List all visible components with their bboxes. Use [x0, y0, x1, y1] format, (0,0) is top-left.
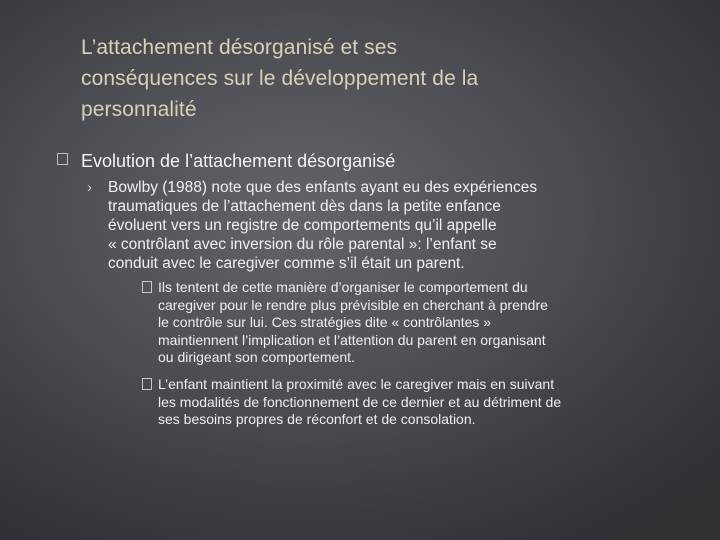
text-line: caregiver pour le rendre plus prévisible en cherchant à prendre [158, 296, 548, 313]
text-line: maintiennent l’implication et l’attention du parent en organisant [158, 331, 546, 348]
text-line: Bowlby (1988) note que des enfants ayant eu des expériences [108, 179, 538, 196]
square-bullet-icon [142, 378, 152, 390]
text-line: « contrôlant avec inversion du rôle parental »: l’enfant se [108, 236, 497, 253]
chevron-bullet-icon: › [87, 179, 92, 196]
bullet-level1-text: Evolution de l’attachement désorganisé [81, 151, 396, 171]
text-line: conduit avec le caregiver comme s’il était un parent. [108, 255, 465, 272]
bullet-level3-text [158, 376, 708, 429]
text-line: ou dirigeant son comportement. [158, 349, 355, 365]
text-line: les modalités de fonctionnement de ce dernier et au détriment de [158, 393, 562, 410]
square-bullet-icon [142, 281, 152, 293]
slide-title [81, 32, 681, 125]
text-line: ses besoins propres de réconfort et de consolation. [158, 411, 476, 427]
bullet-level3-text [158, 279, 708, 367]
text-line: évoluent vers un registre de comportements qu’il appelle [108, 217, 497, 234]
bullet-level2-text [108, 178, 688, 273]
square-bullet-icon [57, 153, 68, 165]
text-line: traumatiques de l’attachement dès dans la petite enfance [108, 198, 501, 215]
text-line: L’enfant maintient la proximité avec le caregiver mais en suivant [158, 376, 555, 392]
title-line: L’attachement désorganisé et ses [81, 36, 398, 59]
text-line: le contrôle sur lui. Ces stratégies dite « contrôlantes » [158, 314, 492, 330]
title-line: conséquences sur le développement de la [81, 67, 479, 90]
text-line: Ils tentent de cette manière d’organiser le comportement du [158, 279, 528, 295]
title-line: personnalité [81, 98, 197, 121]
